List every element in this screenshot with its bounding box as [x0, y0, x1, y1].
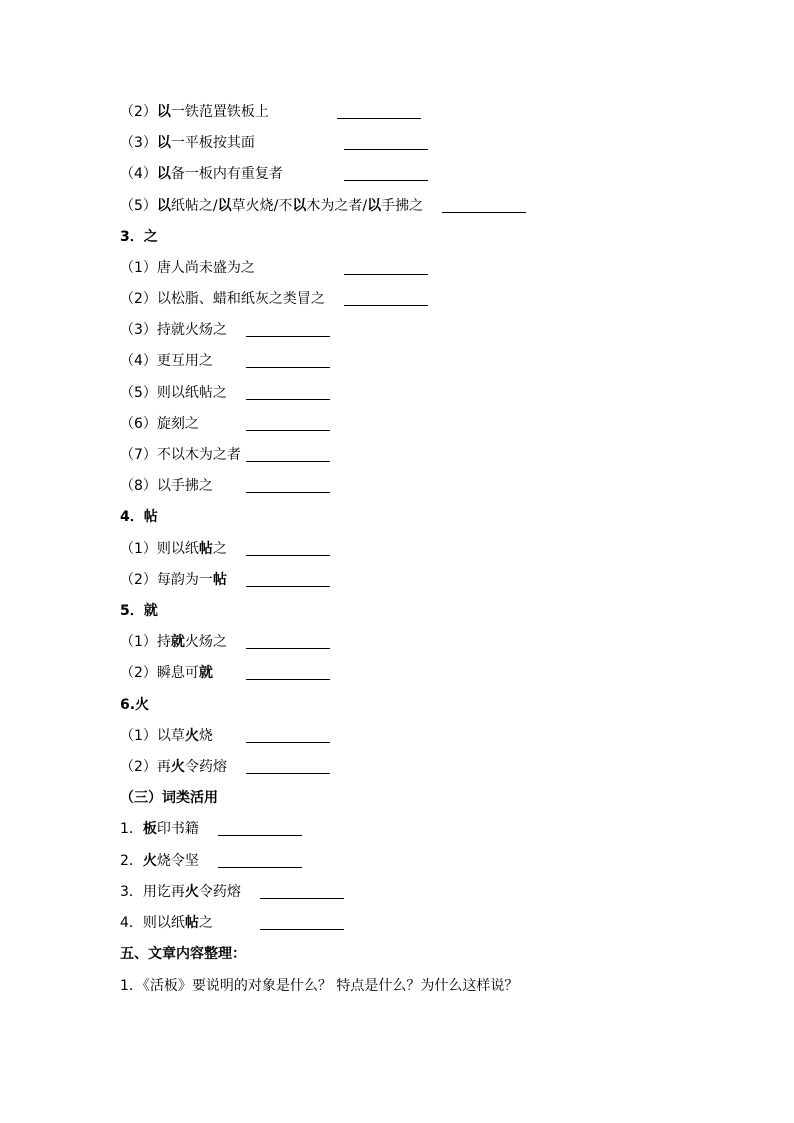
item-number: （5） — [120, 198, 157, 214]
item-text: 火炀之 — [184, 634, 227, 650]
item-text: 备一板内有重复者 — [170, 166, 283, 182]
item-number: （2） — [120, 104, 157, 120]
item-number: （3） — [120, 135, 157, 151]
answer-blank[interactable] — [246, 773, 330, 774]
item-text: 唐人尚未盛为之 — [156, 260, 255, 276]
item-text: 印书籍 — [156, 821, 199, 837]
item-number: （7） — [120, 447, 157, 463]
item-text: 持 — [156, 634, 171, 650]
question: 1．《活板》要说明的对象是什么？ 特点是什么？为什么这样说？ — [120, 978, 519, 994]
answer-blank[interactable] — [260, 929, 344, 930]
item-text: 旋刻之 — [156, 416, 199, 432]
key-word: 就 — [170, 634, 185, 650]
list-item — [120, 881, 241, 903]
item-text: 一平板按其面 — [170, 135, 255, 151]
item-text: 不以木为之者 — [156, 447, 241, 463]
key-word: 板 — [142, 821, 157, 837]
list-item — [120, 475, 213, 497]
list-item — [120, 569, 227, 591]
key-word: 以 — [292, 198, 307, 214]
item-text: 更互用之 — [156, 353, 213, 369]
item-text: 之 — [212, 541, 227, 557]
key-word: 以 — [156, 166, 171, 182]
answer-blank[interactable] — [246, 430, 330, 431]
answer-blank[interactable] — [246, 336, 330, 337]
key-word: 火 — [184, 884, 199, 900]
list-item — [120, 319, 227, 341]
item-number: （3） — [120, 322, 157, 338]
answer-blank[interactable] — [246, 679, 330, 680]
answer-blank[interactable] — [246, 367, 330, 368]
answer-blank[interactable] — [246, 399, 330, 400]
list-item — [120, 101, 269, 123]
answer-blank[interactable] — [246, 648, 330, 649]
list-item — [120, 288, 325, 310]
answer-blank[interactable] — [246, 492, 330, 493]
key-word: 以 — [217, 198, 232, 214]
item-text: 纸帖之/ — [170, 198, 218, 214]
answer-blank[interactable] — [246, 586, 330, 587]
list-item — [120, 444, 241, 466]
key-word: 帖 — [212, 572, 227, 588]
item-number: （4） — [120, 353, 157, 369]
item-text: 手拂之 — [381, 198, 424, 214]
item-text: 则以纸 — [142, 915, 185, 931]
item-text: 用讫再 — [142, 884, 185, 900]
item-text: 持就火炀之 — [156, 322, 227, 338]
section-heading: 4．帖 — [120, 509, 158, 525]
answer-blank[interactable] — [246, 742, 330, 743]
section-heading: 3．之 — [120, 229, 158, 245]
item-number: （4） — [120, 166, 157, 182]
list-item — [120, 662, 213, 684]
answer-blank[interactable] — [260, 898, 344, 899]
key-word: 以 — [156, 135, 171, 151]
item-number: 3． — [120, 884, 143, 900]
item-text: 以草 — [156, 728, 185, 744]
list-item — [120, 725, 213, 747]
list-item — [120, 538, 227, 560]
key-word: 以 — [156, 104, 171, 120]
list-item — [120, 382, 227, 404]
key-word: 以 — [367, 198, 382, 214]
item-text: 再 — [156, 759, 171, 775]
section-heading: （三）词类活用 — [120, 790, 218, 806]
item-text: 瞬息可 — [156, 665, 199, 681]
item-number: （2） — [120, 665, 157, 681]
answer-blank[interactable] — [246, 461, 330, 462]
answer-blank[interactable] — [344, 180, 428, 181]
item-text: 草火烧/不 — [231, 198, 293, 214]
item-number: 1． — [120, 821, 143, 837]
answer-blank[interactable] — [218, 867, 302, 868]
item-number: （2） — [120, 759, 157, 775]
list-item — [120, 350, 213, 372]
section-heading: 6.火 — [120, 697, 150, 713]
answer-blank[interactable] — [337, 118, 421, 119]
key-word: 就 — [198, 665, 213, 681]
item-number: （1） — [120, 728, 157, 744]
key-word: 火 — [170, 759, 185, 775]
answer-blank[interactable] — [344, 274, 428, 275]
list-item — [120, 912, 213, 934]
list-item — [120, 257, 255, 279]
item-number: （5） — [120, 385, 157, 401]
item-text: 则以纸帖之 — [156, 385, 227, 401]
list-item — [120, 818, 199, 840]
item-text: 木为之者/ — [306, 198, 368, 214]
section-heading: 5．就 — [120, 603, 158, 619]
item-number: （8） — [120, 478, 157, 494]
item-number: （1） — [120, 541, 157, 557]
item-number: 2． — [120, 853, 143, 869]
list-item — [120, 413, 199, 435]
key-word: 火 — [184, 728, 199, 744]
list-item — [120, 132, 255, 154]
item-number: 4． — [120, 915, 143, 931]
item-number: （2） — [120, 572, 157, 588]
answer-blank[interactable] — [344, 305, 428, 306]
item-text: 则以纸 — [156, 541, 199, 557]
item-text: 以手拂之 — [156, 478, 213, 494]
item-text: 以松脂、蜡和纸灰之类冒之 — [156, 291, 325, 307]
item-text: 每韵为一 — [156, 572, 213, 588]
answer-blank[interactable] — [344, 149, 428, 150]
item-text: 令药熔 — [184, 759, 227, 775]
item-text: 烧 — [198, 728, 213, 744]
item-text: 烧令坚 — [156, 853, 199, 869]
item-number: （1） — [120, 634, 157, 650]
item-number: （6） — [120, 416, 157, 432]
key-word: 火 — [142, 853, 157, 869]
item-text: 一铁范置铁板上 — [170, 104, 269, 120]
answer-blank[interactable] — [218, 835, 302, 836]
key-word: 以 — [156, 198, 171, 214]
item-number: （2） — [120, 291, 157, 307]
item-text: 之 — [198, 915, 213, 931]
key-word: 帖 — [184, 915, 199, 931]
item-number: （1） — [120, 260, 157, 276]
list-item — [120, 756, 227, 778]
key-word: 帖 — [198, 541, 213, 557]
section-heading: 五、文章内容整理： — [120, 946, 246, 962]
answer-blank[interactable] — [442, 212, 526, 213]
list-item — [120, 631, 227, 653]
list-item — [120, 195, 423, 217]
answer-blank[interactable] — [246, 555, 330, 556]
list-item — [120, 850, 199, 872]
list-item — [120, 163, 283, 185]
item-text: 令药熔 — [198, 884, 241, 900]
